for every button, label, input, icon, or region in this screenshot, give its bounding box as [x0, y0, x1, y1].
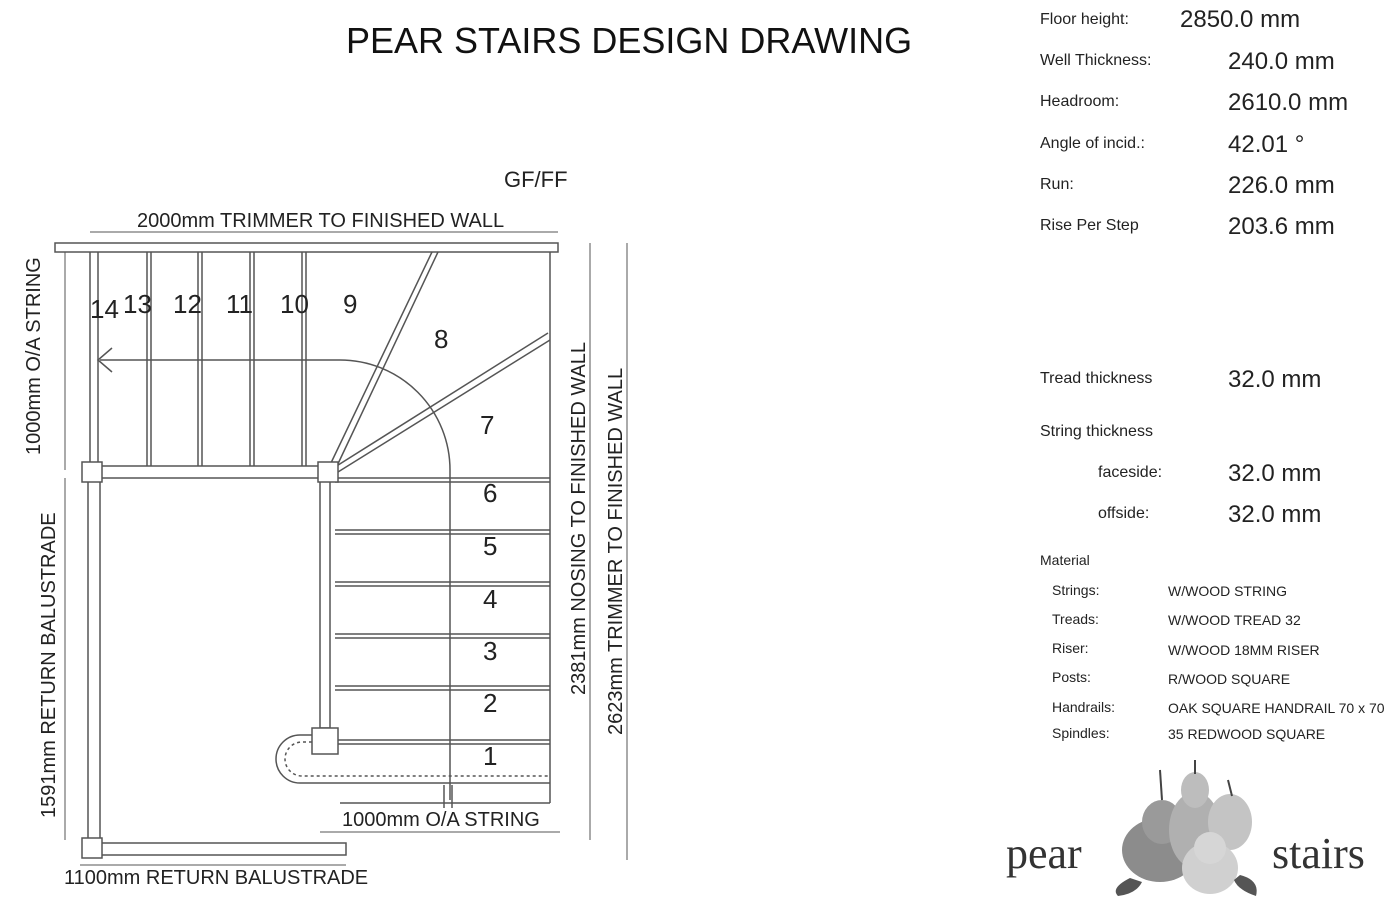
winder-line: [330, 252, 432, 465]
spec-value: 203.6 mm: [1228, 213, 1335, 240]
offside-label: offside:: [1098, 505, 1150, 522]
material-value: W/WOOD 18MM RISER: [1168, 642, 1320, 658]
dim-label-bottom-balustrade: 1100mm RETURN BALUSTRADE: [64, 867, 369, 889]
spec-label: Floor height:: [1040, 11, 1129, 28]
material-value: R/WOOD SQUARE: [1168, 671, 1291, 687]
page-title: PEAR STAIRS DESIGN DRAWING: [346, 20, 913, 61]
logo-word-right: stairs: [1272, 829, 1365, 878]
step-number: 4: [483, 584, 498, 614]
step-number: 14: [90, 294, 119, 324]
material-value: W/WOOD TREAD 32: [1168, 612, 1301, 628]
material-label: Strings:: [1052, 582, 1100, 598]
spec-value: 2850.0 mm: [1180, 6, 1301, 33]
logo-word-left: pear: [1006, 829, 1082, 878]
tread-thickness-label: Tread thickness: [1040, 370, 1153, 387]
step-number: 12: [173, 289, 202, 319]
pear-stairs-logo: [1000, 750, 1390, 900]
string-thickness-label: String thickness: [1040, 423, 1153, 440]
material-label: Riser:: [1052, 640, 1089, 656]
return-balustrade-vertical: [88, 478, 100, 840]
step-number: 10: [280, 289, 309, 319]
material-heading: Material: [1040, 552, 1090, 568]
dim-label-bottom-string: 1000mm O/A STRING: [342, 809, 540, 831]
faceside-label: faceside:: [1098, 464, 1163, 481]
step-number: 11: [226, 289, 253, 319]
newel-post: [312, 728, 338, 754]
step-number: 3: [483, 636, 498, 666]
winder-line: [338, 340, 550, 472]
step-number: 6: [483, 478, 498, 508]
spec-label: Angle of incid.:: [1040, 135, 1145, 152]
spec-value: 42.01 °: [1228, 131, 1305, 158]
level-label: GF/FF: [504, 167, 568, 192]
spec-label: Rise Per Step: [1040, 217, 1139, 234]
step-number: 1: [483, 741, 498, 771]
step-number: 13: [123, 289, 152, 319]
dim-label-right-inner: 2381mm NOSING TO FINISHED WALL: [568, 341, 590, 695]
material-value: OAK SQUARE HANDRAIL 70 x 70: [1168, 700, 1385, 716]
pear-fruit-icon: [1100, 750, 1280, 900]
walk-line: [100, 360, 450, 800]
dim-label-left-upper: 1000mm O/A STRING: [23, 257, 45, 455]
spec-label: Run:: [1040, 176, 1074, 193]
spec-value: 2610.0 mm: [1228, 89, 1349, 116]
newel-post: [318, 462, 338, 482]
material-label: Spindles:: [1052, 725, 1110, 741]
spec-label: Well Thickness:: [1040, 52, 1152, 69]
dim-label-top: 2000mm TRIMMER TO FINISHED WALL: [137, 210, 505, 232]
spec-value: 240.0 mm: [1228, 48, 1335, 75]
material-label: Treads:: [1052, 611, 1099, 627]
tread-thickness-value: 32.0 mm: [1228, 366, 1322, 393]
step-number: 7: [480, 410, 495, 440]
return-balustrade-horizontal: [100, 843, 346, 855]
newel-post: [82, 462, 102, 482]
inner-string: [320, 478, 330, 728]
step-number: 9: [343, 289, 358, 319]
top-trimmer: [55, 243, 558, 252]
offside-value: 32.0 mm: [1228, 501, 1322, 528]
step-number: 2: [483, 688, 498, 718]
spec-value: 226.0 mm: [1228, 172, 1335, 199]
material-label: Posts:: [1052, 669, 1091, 685]
material-value: W/WOOD STRING: [1168, 583, 1287, 599]
material-value: 35 REDWOOD SQUARE: [1168, 726, 1326, 742]
material-label: Handrails:: [1052, 699, 1116, 715]
dim-label-left-lower: 1591mm RETURN BALUSTRADE: [38, 512, 60, 818]
newel-post: [82, 838, 102, 858]
faceside-value: 32.0 mm: [1228, 460, 1322, 487]
landing-balustrade: [90, 466, 330, 478]
step-number: 8: [434, 324, 449, 354]
dim-label-right-outer: 2623mm TRIMMER TO FINISHED WALL: [605, 367, 627, 735]
step-number: 5: [483, 531, 498, 561]
spec-label: Headroom:: [1040, 93, 1120, 110]
